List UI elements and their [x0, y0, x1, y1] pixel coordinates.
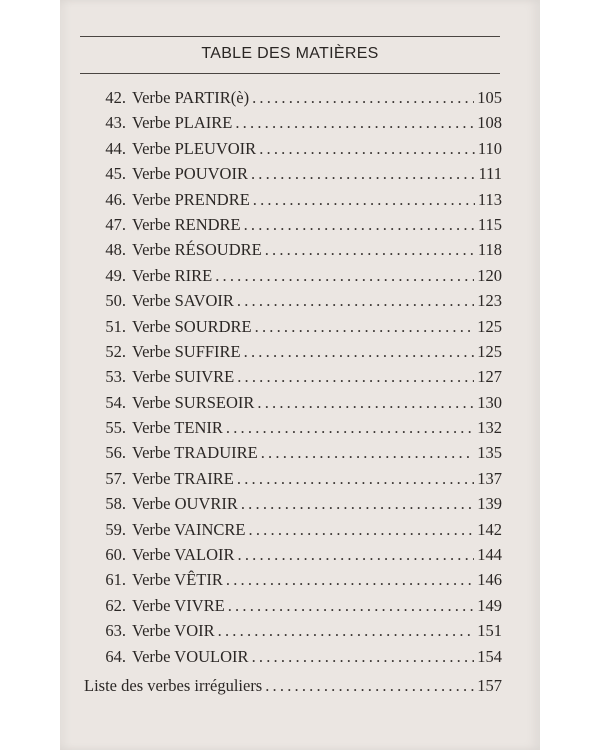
toc-entry	[84, 190, 502, 215]
toc-entry-label: Verbe TENIR	[132, 418, 223, 438]
toc-entry-label: Verbe POUVOIR	[132, 164, 248, 184]
toc-entry-page: 132	[477, 418, 502, 438]
toc-entry-label: Verbe PLAIRE	[132, 113, 233, 133]
toc-entry-label: Verbe VOULOIR	[132, 646, 249, 666]
toc-entry-label: Verbe VIVRE	[132, 595, 225, 615]
toc-leader-dots	[252, 88, 474, 108]
toc-entry	[84, 164, 502, 189]
toc-entry-label: Verbe RÉSOUDRE	[132, 240, 262, 260]
toc-entry-page: 111	[478, 164, 502, 184]
toc-entry-label: Verbe OUVRIR	[132, 494, 238, 514]
toc-entry	[84, 596, 502, 621]
toc-entry-number: 51.	[105, 316, 126, 336]
toc-entry	[84, 88, 502, 113]
toc-entry-page: 151	[477, 621, 502, 641]
toc-leader-dots	[237, 291, 474, 311]
toc-leader-dots	[244, 215, 475, 235]
toc-entry	[84, 494, 502, 519]
toc-entry-number: 52.	[105, 341, 126, 361]
page-title: TABLE DES MATIÈRES	[201, 45, 379, 62]
toc-leader-dots	[249, 520, 475, 540]
toc-leader-dots	[265, 240, 475, 260]
toc-entry-label: Verbe TRAIRE	[132, 468, 234, 488]
toc-entry-number: 62.	[105, 595, 126, 615]
toc-entry-number: 60.	[105, 545, 126, 565]
toc-leader-dots	[226, 418, 474, 438]
toc-entry-label: Verbe SOURDRE	[132, 316, 252, 336]
toc-entry-label: Verbe VOIR	[132, 621, 215, 641]
toc-entry-number: 64.	[105, 646, 126, 666]
toc-entry-page: 120	[477, 265, 502, 285]
toc-entry	[84, 317, 502, 342]
toc-entry-page: 115	[477, 214, 502, 234]
toc-entry-number: 61.	[105, 570, 126, 590]
toc-entry-label: Verbe VAINCRE	[132, 519, 246, 539]
toc-entry-label: Verbe TRADUIRE	[132, 443, 258, 463]
toc-entry-page: 146	[477, 570, 502, 590]
toc-entry-number: 44.	[105, 138, 126, 158]
book-page	[60, 0, 540, 750]
toc-entry	[84, 418, 502, 443]
toc-entry	[84, 240, 502, 265]
toc-entry-page: 142	[477, 519, 502, 539]
toc-entry-number: 54.	[105, 392, 126, 412]
toc-entry	[84, 621, 502, 646]
toc-entry-page: 125	[477, 341, 502, 361]
toc-leader-dots	[215, 266, 474, 286]
toc-entry	[84, 520, 502, 545]
toc-entry-label: Verbe RIRE	[132, 265, 213, 285]
table-of-contents	[84, 88, 502, 701]
toc-entry	[84, 113, 502, 138]
toc-entry-page: 123	[477, 291, 502, 311]
toc-entry	[84, 215, 502, 240]
toc-entry-number: 45.	[105, 164, 126, 184]
toc-entry-page: 139	[477, 494, 502, 514]
toc-entry	[84, 266, 502, 291]
toc-entry-page: 157	[477, 675, 502, 695]
toc-leader-dots	[238, 545, 475, 565]
toc-entry	[84, 291, 502, 316]
toc-leader-dots	[228, 596, 475, 616]
toc-entry-label: Verbe RENDRE	[132, 214, 241, 234]
toc-entry-number: 47.	[105, 214, 126, 234]
toc-entry-page: 144	[477, 545, 502, 565]
toc-entry	[84, 139, 502, 164]
toc-entry-number: 63.	[105, 621, 126, 641]
toc-leader-dots	[235, 113, 474, 133]
toc-entry-page: 113	[477, 189, 502, 209]
toc-entry-number: 55.	[105, 418, 126, 438]
toc-entry-label: Verbe PRENDRE	[132, 189, 250, 209]
toc-entry-page: 108	[477, 113, 502, 133]
toc-entry-number: 50.	[105, 291, 126, 311]
toc-entry-page: 137	[477, 468, 502, 488]
toc-leader-dots	[252, 647, 475, 667]
toc-entry-page: 110	[477, 138, 502, 158]
toc-leader-dots	[257, 393, 474, 413]
toc-entry-page: 127	[477, 367, 502, 387]
toc-entry-number: 43.	[105, 113, 126, 133]
toc-entry-number: 53.	[105, 367, 126, 387]
toc-entry-label: Verbe PARTIR(è)	[132, 88, 250, 107]
toc-leader-dots	[218, 621, 475, 641]
toc-entry-number: 57.	[105, 468, 126, 488]
toc-entry-number: 46.	[105, 189, 126, 209]
page-header	[80, 36, 500, 74]
toc-entry-label: Verbe PLEUVOIR	[132, 138, 257, 158]
toc-entry-page: 154	[477, 646, 502, 666]
toc-leader-dots	[253, 190, 475, 210]
toc-entry-number: 59.	[105, 519, 126, 539]
toc-entry	[84, 342, 502, 367]
toc-entry-page: 135	[477, 443, 502, 463]
toc-leader-dots	[244, 342, 475, 362]
toc-entry	[84, 367, 502, 392]
toc-leader-dots	[241, 494, 474, 514]
toc-entry	[84, 570, 502, 595]
toc-entry-number: 49.	[105, 265, 126, 285]
toc-leader-dots	[237, 469, 474, 489]
toc-leader-dots	[237, 367, 474, 387]
toc-entry-number: 58.	[105, 494, 126, 514]
toc-entry-page: 125	[477, 316, 502, 336]
toc-entry-label: Verbe VALOIR	[132, 545, 235, 565]
toc-entry-label: Verbe SUFFIRE	[132, 341, 241, 361]
toc-entry	[84, 443, 502, 468]
toc-entry	[84, 393, 502, 418]
toc-entry	[84, 469, 502, 494]
toc-entry-irregular-verbs-list	[84, 676, 502, 701]
toc-leader-dots	[265, 676, 474, 696]
toc-leader-dots	[226, 570, 474, 590]
toc-entry-page: 130	[477, 392, 502, 412]
toc-entry-label: Liste des verbes irréguliers	[84, 675, 263, 695]
toc-leader-dots	[255, 317, 475, 337]
toc-entry-page: 149	[477, 595, 502, 615]
toc-leader-dots	[261, 443, 475, 463]
toc-entry-label: Verbe SAVOIR	[132, 291, 234, 311]
toc-leader-dots	[251, 164, 476, 184]
toc-leader-dots	[259, 139, 475, 159]
toc-entry-page: 118	[477, 240, 502, 260]
toc-entry-number: 42.	[105, 88, 126, 107]
toc-entry-number: 56.	[105, 443, 126, 463]
toc-entry-page: 105	[477, 88, 502, 107]
toc-entry	[84, 545, 502, 570]
toc-entry	[84, 647, 502, 672]
toc-entry-number: 48.	[105, 240, 126, 260]
toc-entry-label: Verbe SUIVRE	[132, 367, 235, 387]
toc-entry-label: Verbe SURSEOIR	[132, 392, 255, 412]
toc-entry-label: Verbe VÊTIR	[132, 570, 223, 590]
